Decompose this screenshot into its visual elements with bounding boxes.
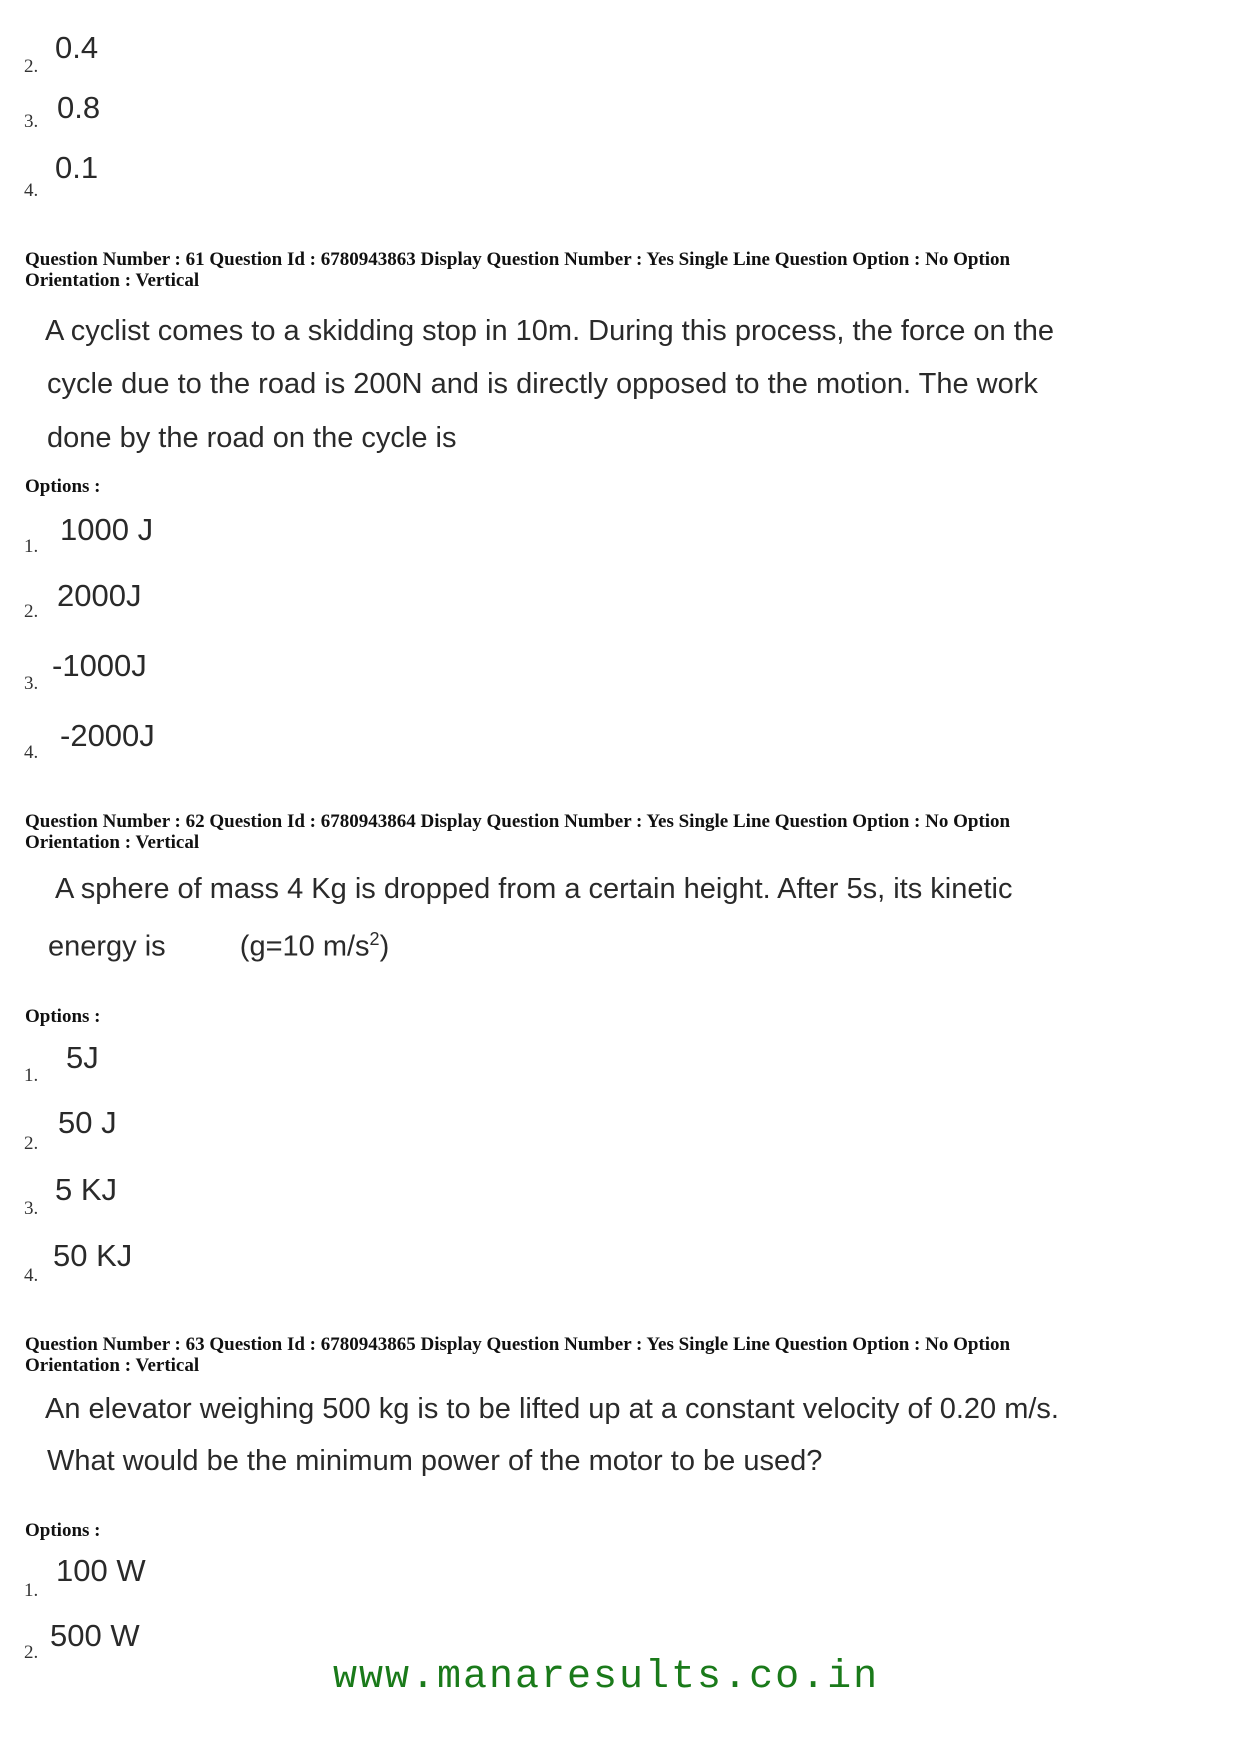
option-text: 50 KJ (53, 1238, 133, 1273)
option-number: 3. (24, 111, 39, 132)
question-meta (25, 811, 1215, 853)
question-meta (25, 1334, 1215, 1376)
option-number: 1. (24, 1580, 39, 1601)
option-number: 2. (24, 601, 39, 622)
question-meta-line: Question Number : 61 Question Id : 6780943863 Display Question Number : Yes Single Line Question Option : No Option (25, 249, 1011, 270)
question-text-line: A sphere of mass 4 Kg is dropped from a certain height. After 5s, its kinetic (55, 873, 1013, 905)
option-text: -2000J (60, 718, 155, 753)
option-text: 0.8 (57, 90, 101, 125)
question-text-fragment: ) (379, 930, 390, 963)
option-text: 5J (66, 1040, 99, 1075)
option-text: 1000 J (60, 512, 154, 547)
option-text: 50 J (58, 1105, 117, 1140)
option-number: 1. (24, 1065, 39, 1086)
option-number: 2. (24, 1133, 39, 1154)
superscript: 2 (369, 929, 380, 949)
option-number: 1. (24, 536, 39, 557)
option-number: 2. (24, 1642, 39, 1663)
question-meta-line: Question Number : 62 Question Id : 6780943864 Display Question Number : Yes Single Line Question Option : No Option (25, 811, 1011, 832)
option-text: 100 W (56, 1553, 146, 1588)
option-number: 4. (24, 742, 39, 763)
question-meta-line: Orientation : Vertical (25, 1355, 200, 1376)
question-text-line: What would be the minimum power of the motor to be used? (47, 1445, 823, 1477)
option-text: 2000J (57, 578, 142, 613)
option-text: -1000J (52, 648, 147, 683)
option-text: 0.1 (55, 150, 99, 185)
question-meta-line: Orientation : Vertical (25, 832, 200, 853)
options-label: Options : (25, 1520, 101, 1541)
question-text-fragment: energy is (48, 930, 166, 963)
question-text-line: An elevator weighing 500 kg is to be lifted up at a constant velocity of 0.20 m/s. (45, 1393, 1059, 1425)
option-number: 4. (24, 1265, 39, 1286)
option-number: 3. (24, 673, 39, 694)
option-number: 3. (24, 1198, 39, 1219)
watermark-url: www.manaresults.co.in (333, 1655, 880, 1700)
option-number: 2. (24, 56, 39, 77)
question-text-line: cycle due to the road is 200N and is directly opposed to the motion. The work (47, 368, 1038, 400)
option-number: 4. (24, 180, 39, 201)
question-text-fragment: (g=10 m/s (239, 930, 370, 963)
question-text-line: A cyclist comes to a skidding stop in 10m. During this process, the force on the (45, 315, 1055, 347)
question-text-line (48, 929, 389, 964)
option-text: 5 KJ (55, 1172, 118, 1207)
options-label: Options : (25, 476, 101, 497)
question-text-line: done by the road on the cycle is (47, 422, 457, 454)
options-label: Options : (25, 1006, 101, 1027)
question-meta-line: Orientation : Vertical (25, 270, 200, 291)
option-text: 500 W (50, 1618, 140, 1653)
question-meta (25, 249, 1215, 291)
question-meta-line: Question Number : 63 Question Id : 6780943865 Display Question Number : Yes Single Line Question Option : No Option (25, 1334, 1011, 1355)
option-text: 0.4 (55, 30, 99, 65)
